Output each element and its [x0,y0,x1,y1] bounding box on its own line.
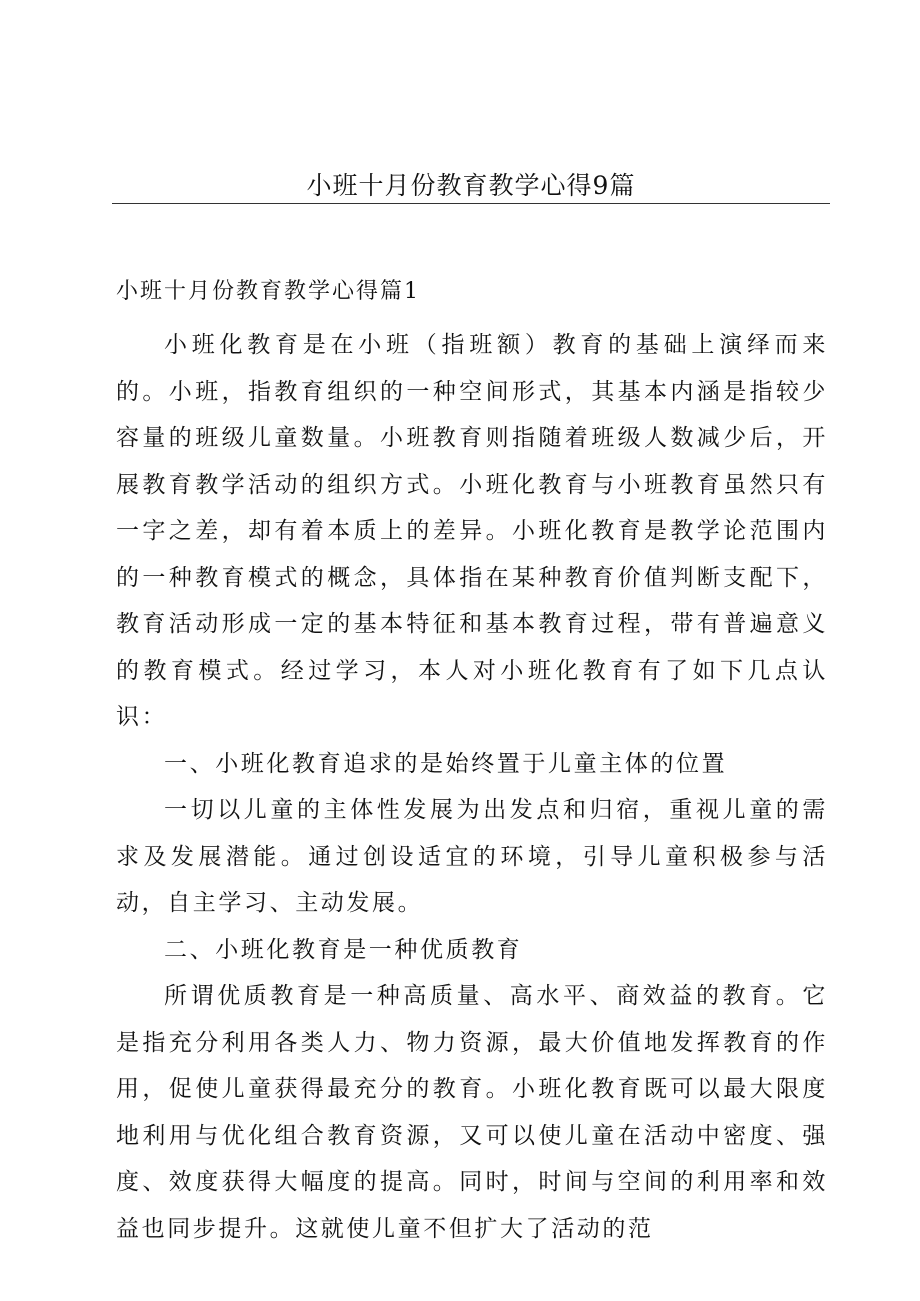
document-title: 小班十月份教育教学心得9篇 [306,171,636,200]
paragraph-intro: 小班化教育是在小班（指班额）教育的基础上演绎而来的。小班，指教育组织的一种空间形式，其基本内涵是指较少容量的班级儿童数量。小班教育则指随着班级人数减少后，开展教育教学活动的组织方式。小班化教育与小班教育虽然只有一字之差，却有着本质上的差异。小班化教育是教学论范围内的一种教育模式的概念，具体指在某种教育价值判断支配下，教育活动形成一定的基本特征和基本教育过程，带有普遍意义的教育模式。经过学习，本人对小班化教育有了如下几点认识： [116,332,828,730]
title-underline [112,203,830,204]
paragraph-two: 所谓优质教育是一种高质量、高水平、商效益的教育。它是指充分利用各类人力、物力资源，最大价值地发挥教育的作用，促使儿童获得最充分的教育。小班化教育既可以最大限度地利用与优化组合教育资源，又可以使儿童在活动中密度、强度、效度获得大幅度的提高。同时，时间与空间的利用率和效益也同步提升。这就使儿童不但扩大了活动的范 [116,983,828,1242]
paragraph-one: 一切以儿童的主体性发展为出发点和归宿，重视儿童的需求及发展潜能。通过创设适宜的环境，引导儿童积极参与活动，自主学习、主动发展。 [116,797,828,916]
subheading-two: 二、小班化教育是一种优质教育 [164,936,523,963]
document-body [116,322,828,1252]
subheading-one: 一、小班化教育追求的是始终置于儿童主体的位置 [164,750,728,777]
section-heading: 小班十月份教育教学心得篇1 [116,279,420,304]
